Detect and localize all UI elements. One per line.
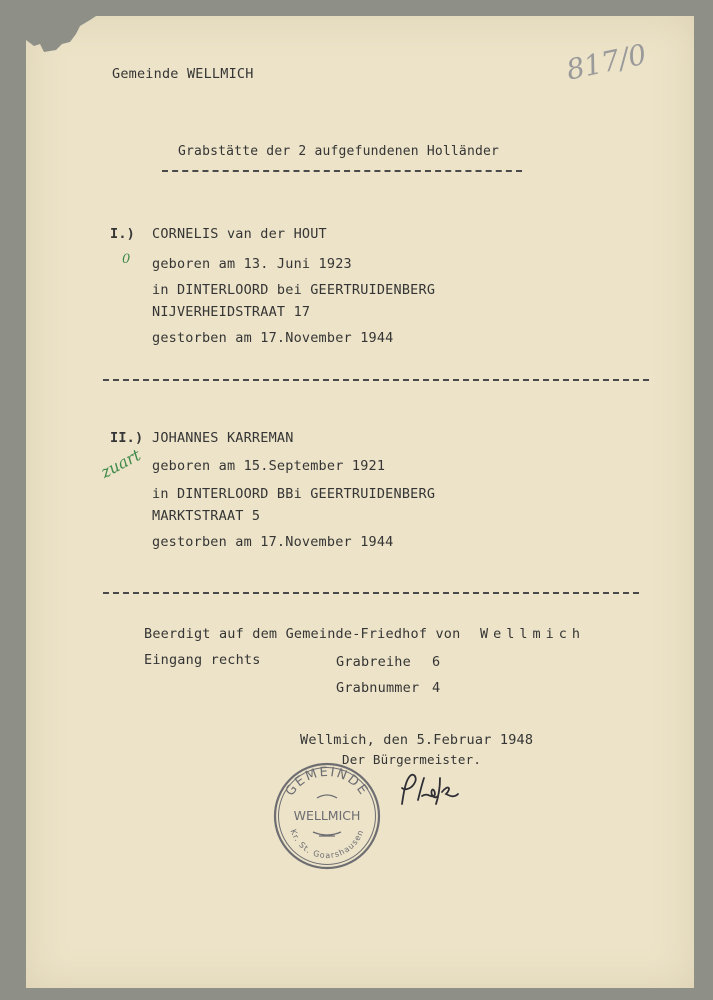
svg-text:Kr. St. Goarshausen: Kr. St. Goarshausen xyxy=(288,828,366,861)
burial-place: Wellmich xyxy=(480,626,586,642)
grave-number-label: Grabnummer xyxy=(336,680,420,696)
mayor-signature xyxy=(394,770,474,812)
grave-row-label: Grabreihe xyxy=(336,654,411,670)
person-1-margin-mark: 0 xyxy=(122,252,131,267)
municipal-stamp xyxy=(271,760,383,872)
person-2-margin-mark: zuart xyxy=(97,445,144,482)
person-1-street: NIJVERHEIDSTRAAT 17 xyxy=(152,304,311,320)
archive-number xyxy=(565,42,675,87)
person-1-born: geboren am 13. Juni 1923 xyxy=(152,256,352,272)
person-2-number: II.) xyxy=(110,430,144,446)
burial-line: Beerdigt auf dem Gemeinde-Friedhof von xyxy=(144,626,461,642)
grave-row-value: 6 xyxy=(432,654,441,670)
person-1-name: CORNELIS van der HOUT xyxy=(152,226,327,242)
municipality-header: Gemeinde WELLMICH xyxy=(112,66,254,82)
svg-text:817/0: 817/0 xyxy=(565,42,650,87)
grave-number-value: 4 xyxy=(432,680,441,696)
svg-text:GEMEINDE: GEMEINDE xyxy=(282,764,372,800)
person-2-born: geboren am 15.September 1921 xyxy=(152,458,386,474)
date-line: Wellmich, den 5.Februar 1948 xyxy=(300,732,534,748)
person-1-number: I.) xyxy=(110,226,135,242)
section-divider-2 xyxy=(103,592,639,594)
person-2-name: JOHANNES KARREMAN xyxy=(152,430,294,446)
person-2-died: gestorben am 17.November 1944 xyxy=(152,534,394,550)
person-2-place: in DINTERLOORD BBi GEERTRUIDENBERG xyxy=(152,486,436,502)
signatory-title: Der Bürgermeister. xyxy=(342,752,482,767)
svg-text:WELLMICH: WELLMICH xyxy=(293,808,361,823)
burial-entrance: Eingang rechts xyxy=(144,652,261,668)
document-title: Grabstätte der 2 aufgefundenen Holländer xyxy=(178,144,500,159)
person-2-street: MARKTSTRAAT 5 xyxy=(152,508,261,524)
person-1-place: in DINTERLOORD bei GEERTRUIDENBERG xyxy=(152,282,436,298)
section-divider-1 xyxy=(103,379,649,381)
title-underline xyxy=(162,170,522,172)
person-1-died: gestorben am 17.November 1944 xyxy=(152,330,394,346)
